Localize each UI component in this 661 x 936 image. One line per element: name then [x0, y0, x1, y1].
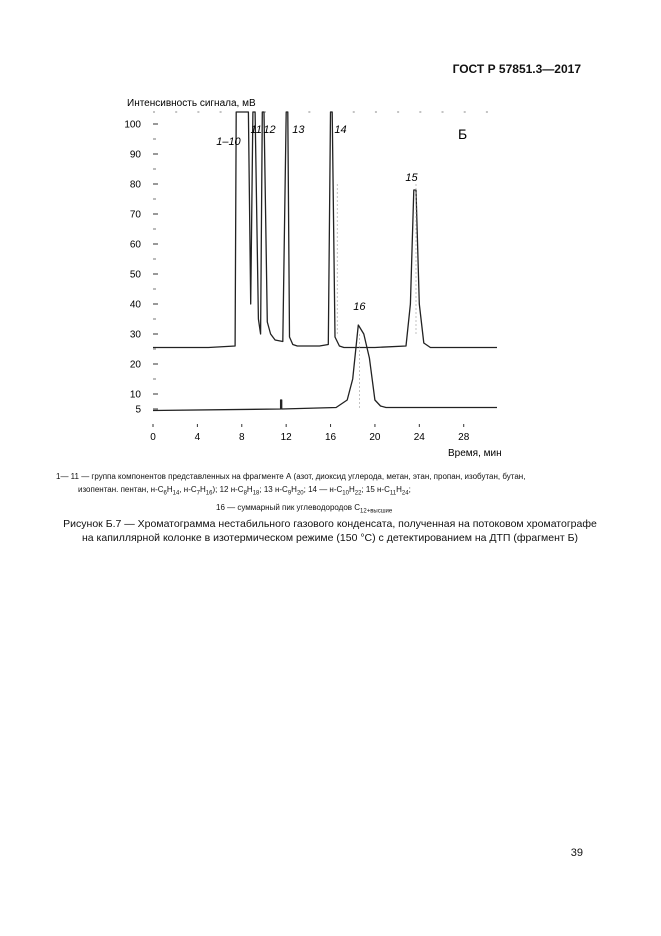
x-tick-label: 28: [458, 432, 470, 443]
sub-h24: 24: [401, 490, 409, 497]
peak-label: 1–10: [216, 136, 241, 148]
x-tick-label: 16: [324, 432, 337, 443]
legend-line-2-a: изопентан. пентан, н-C: [78, 485, 164, 494]
sub-c9: 9: [287, 490, 292, 497]
chart-axes: [153, 112, 488, 379]
y-tick-label: 40: [129, 299, 141, 311]
peak-label: 11: [250, 124, 262, 136]
peak-label: 14: [334, 124, 347, 136]
legend-line-3: 16 — суммарный пик углеводородов C: [216, 502, 361, 512]
chromatogram-trace-1: [153, 112, 497, 348]
y-tick-label: 90: [129, 149, 141, 161]
legend-line-3-sub: 12+высшие: [360, 508, 393, 515]
y-tick-label: 60: [129, 239, 141, 251]
y-tick-label: 70: [129, 209, 141, 221]
sub-c7: 7: [196, 490, 200, 497]
chart-legend: [56, 470, 596, 518]
x-tick-label: 12: [280, 432, 292, 443]
standard-code: ГОСТ Р 57851.3—2017: [452, 62, 581, 76]
sub-c8: 8: [243, 490, 247, 497]
chromatogram-chart: [0, 0, 661, 460]
legend-line-2-f: H: [246, 485, 253, 494]
peak-label: 12: [263, 124, 276, 136]
sub-c6: 6: [163, 490, 167, 497]
legend-line-1: 1— 11 — группа компонентов представленных на фрагменте А (азот, диоксид углерода, метан, этан, пропан, изобутан, бутан,: [56, 472, 526, 481]
x-tick-label: 20: [369, 432, 381, 443]
x-tick-label: 0: [150, 432, 156, 443]
y-tick-label: 80: [129, 179, 141, 191]
chart-annotations: [216, 124, 418, 313]
legend-line-2-k: ; 15 н-C: [361, 485, 390, 494]
y-tick-label: 50: [129, 269, 141, 281]
chart-series: [153, 112, 497, 411]
x-tick-label: 4: [194, 432, 201, 443]
y-axis-label: Интенсивность сигнала, мВ: [127, 98, 256, 109]
legend-line-2-j: H: [348, 485, 355, 494]
legend-line-2-l: H: [396, 485, 402, 494]
sub-h16: 16: [205, 490, 213, 497]
legend-line-2-c: , н-C: [179, 485, 197, 494]
legend-line-2-b: H: [166, 485, 173, 494]
y-tick-label: 5: [135, 404, 141, 416]
chromatogram-trace-2: [153, 325, 497, 411]
legend-line-2-d: H: [200, 485, 206, 494]
page-number: 39: [570, 847, 583, 859]
peak-label: 13: [292, 124, 305, 136]
y-tick-label: 10: [129, 389, 141, 401]
sub-h18: 18: [252, 490, 260, 497]
peak-label: 16: [353, 301, 366, 313]
x-axis-label: Время, мин: [448, 448, 502, 459]
sub-h14: 14: [172, 490, 180, 497]
legend-line-2-g: ; 13 н-C: [259, 485, 288, 494]
caption-line-2: на капиллярной колонке в изотермическом режиме (150 °С) с детектированием на ДТП (фрагмент Б): [81, 532, 579, 544]
legend-line-2-i: ; 14 — н-C: [303, 485, 343, 494]
legend-line-2-h: H: [291, 485, 297, 494]
y-tick-label: 30: [129, 329, 141, 341]
legend-line-2-e: ); 12 н-C: [212, 485, 244, 494]
peak-label: 15: [405, 172, 418, 184]
panel-letter: Б: [458, 126, 468, 142]
x-tick-label: 8: [238, 432, 245, 443]
x-tick-label: 24: [413, 432, 425, 443]
sub-h20: 20: [296, 490, 304, 497]
chart-ticks: [124, 120, 469, 444]
sub-c10: 10: [342, 490, 349, 497]
sub-h22: 22: [354, 490, 362, 497]
y-tick-label: 100: [124, 119, 141, 131]
legend-line-2-m: ;: [408, 485, 411, 494]
figure-caption: [60, 517, 600, 545]
y-tick-label: 20: [129, 359, 141, 371]
sub-c11: 11: [389, 490, 397, 497]
caption-line-1: Рисунок Б.7 — Хроматограмма нестабильного газового конденсата, полученная на потоковом хроматографе: [63, 518, 597, 530]
